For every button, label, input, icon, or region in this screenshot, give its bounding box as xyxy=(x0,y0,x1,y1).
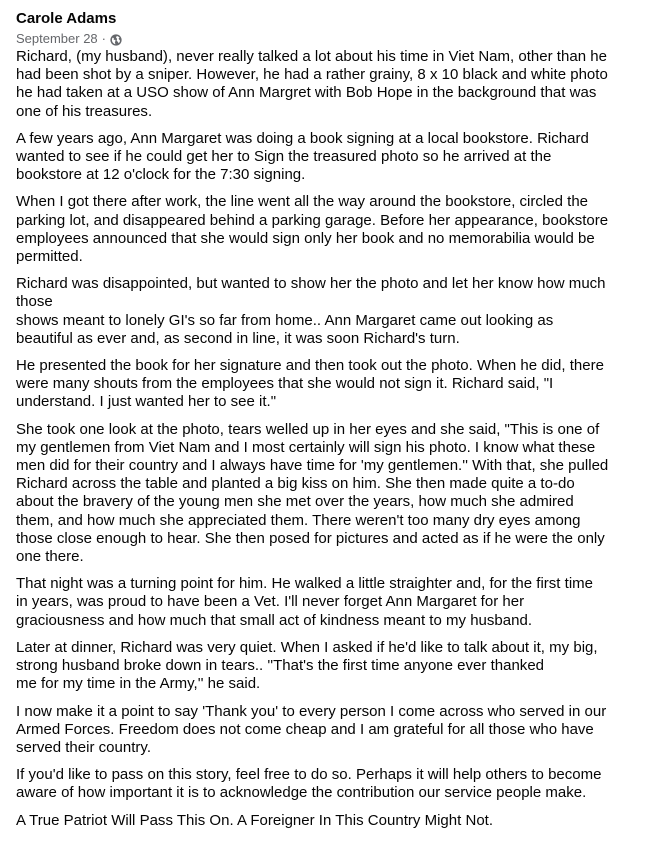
post-paragraph: He presented the book for her signature and then took out the photo. When he did, there were many shouts from the employees that she would not sign it. Richard said, "I understand. I just wanted her to see it." xyxy=(16,357,604,411)
meta-separator: · xyxy=(101,31,107,46)
post-body xyxy=(16,48,641,830)
post-meta xyxy=(16,30,641,47)
post-paragraph: I now make it a point to say 'Thank you' to every person I come across who served in our Armed Forces. Freedom does not come cheap and I am grateful for all those who have served their country. xyxy=(16,702,607,756)
author-name[interactable]: Carole Adams xyxy=(16,10,117,27)
post-paragraph: Richard, (my husband), never really talked a lot about his time in Viet Nam, other than he had been shot by a sniper. However, he had a rather grainy, 8 x 10 black and white photo he had taken at a USO show of Ann Margret with Bob Hope in the background that was one of his treasures. xyxy=(16,48,608,120)
post-paragraph: A few years ago, Ann Margaret was doing a book signing at a local bookstore. Richard wanted to see if he could get her to Sign the treasured photo so he arrived at the bookstore at 12 o'clock for the 7:30 signing. xyxy=(16,129,589,184)
globe-icon[interactable] xyxy=(110,33,122,45)
post-paragraph: That night was a turning point for him. He walked a little straighter and, for the first time in years, was proud to have been a Vet. I'll never forget Ann Margaret for her graciousness and how much that small act of kindness meant to my husband. xyxy=(16,575,594,629)
post-paragraph: Later at dinner, Richard was very quiet. When I asked if he'd like to talk about it, my big, strong husband broke down in tears.. ''That's the first time anyone ever thanked me for my time in the Army,'' he said. xyxy=(16,638,598,693)
post-paragraph: If you'd like to pass on this story, feel free to do so. Perhaps it will help others to become aware of how important it is to acknowledge the contribution our service people make. xyxy=(16,766,602,802)
post-paragraph: When I got there after work, the line went all the way around the bookstore, circled the parking lot, and disappeared behind a parking garage. Before her appearance, bookstore employees announced that she would sign only her book and no memorabilia would be permitted. xyxy=(16,193,609,266)
post-paragraph: A True Patriot Will Pass This On. A Foreigner In This Country Might Not. xyxy=(16,811,494,829)
post-header xyxy=(16,10,641,48)
post-date[interactable]: September 28 xyxy=(16,31,98,46)
post-paragraph: Richard was disappointed, but wanted to show her the photo and let her know how much those shows meant to lonely GI's so far from home.. Ann Margaret came out looking as beautiful as ever and, as second in line, it was soon Richard's turn. xyxy=(16,275,606,347)
post-paragraph: She took one look at the photo, tears welled up in her eyes and she said, "This is one of my gentlemen from Viet Nam and I most certainly will sign his photo. I know what these men did for their country and I always have time for 'my gentlemen.'' With that, she pulled Richard across the table and planted a big kiss on him. She then made quite a to-do about the bravery of the young men she met over the years, how much she admired them, and how much she appreciated them. There weren't too many dry eyes among those close enough to hear. She then posed for pictures and acted as if he were the only one there. xyxy=(16,420,609,566)
